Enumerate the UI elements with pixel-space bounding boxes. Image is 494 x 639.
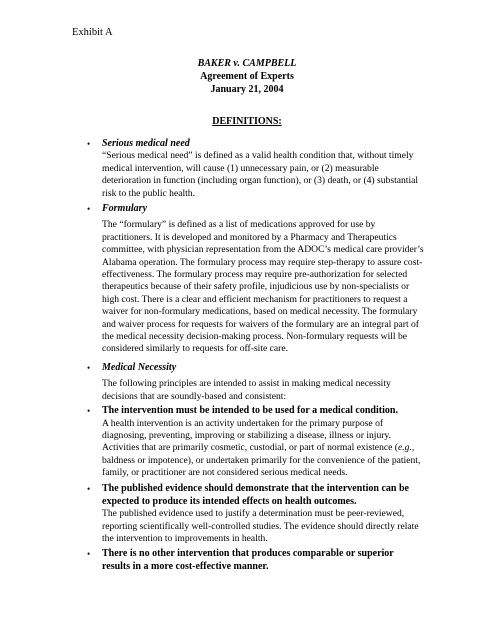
section-body: “Serious medical need” is defined as a valid health condition that, without timely medical intervention, will cause (1) unnecessary pain, or (2) measurable deterioration in function (including organ function), or (3) death, or (4) substantial risk to the public health. [102, 150, 419, 199]
section-medical-necessity [87, 362, 424, 403]
bullet-icon: • [87, 204, 91, 214]
section-heading: Serious medical need [102, 138, 190, 149]
section-serious-medical-need [87, 138, 424, 200]
section-body: The “formulary” is defined as a list of medications approved for use by practitioners. It is developed and monitored by a Pharmacy and Therapeutics committee, with physician representation from the ADOC’s medical care provider’s Alabama operation. The formulary process may require step-therapy to assure cost-effectiveness. The formulary process may require pre-authorization for selected therapeutics because of their safety profile, injudicious use by non-specialists or high cost. There is a clear and efficient mechanism for practitioners to request a waiver for non-formulary medications, based on medical necessity. The formulary and waiver process for requests for waivers of the formulary are an integral part of the medical necessity decision-making process. Non-formulary requests will be considered similarly to requests for off-site care. [102, 219, 424, 355]
section-formulary [87, 203, 424, 356]
bullet-icon: • [87, 549, 91, 559]
principle-heading: The intervention must be intended to be used for a medical condition. [102, 405, 398, 416]
document-header [0, 57, 494, 96]
principle-body-text: A health intervention is an activity undertaken for the primary purpose of diagnosing, preventing, improving or stabilizing a disease, illness or injury. Activities that are primarily cosmetic, custodial, or part of normal existence ( [102, 417, 398, 454]
principle-heading: There is no other intervention that produces comparable or superior results in a more cost-effective manner. [102, 548, 394, 572]
case-name: BAKER v. CAMPBELL [197, 58, 297, 69]
principle-3 [87, 548, 424, 573]
bullet-icon: • [87, 484, 91, 494]
bullet-icon: • [87, 363, 91, 373]
exhibit-label: Exhibit A [72, 27, 113, 38]
definitions-title: DEFINITIONS: [212, 116, 282, 127]
section-heading: Formulary [102, 203, 148, 214]
principle-body [102, 418, 424, 480]
bullet-icon: • [87, 406, 91, 416]
document-subtitle: Agreement of Experts [200, 71, 294, 82]
principle-1 [87, 405, 424, 480]
principle-2 [87, 483, 424, 545]
section-heading: Medical Necessity [102, 362, 177, 373]
principle-heading: The published evidence should demonstrate that the intervention can be expected to produce its intended effects on health outcomes. [102, 483, 409, 507]
principle-body-emphasis: e.g., [397, 442, 415, 454]
principle-body: The published evidence used to justify a determination must be peer-reviewed, reporting scientifically well-controlled studies. The evidence should directly relate the intervention to improvements in health. [102, 508, 419, 544]
document-date: January 21, 2004 [210, 84, 284, 95]
principle-body-text: baldness or impotence), or undertaken primarily for the convenience of the patient, family, or practitioner are not considered serious medical needs. [102, 454, 421, 479]
bullet-icon: • [87, 139, 91, 149]
section-intro: The following principles are intended to assist in making medical necessity decisions that are soundly-based and consistent: [102, 378, 391, 402]
